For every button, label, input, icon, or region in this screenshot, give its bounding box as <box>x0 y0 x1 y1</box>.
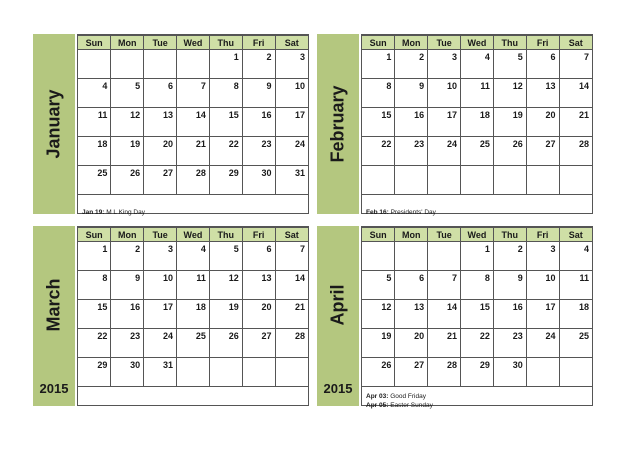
weekday-header: Wed <box>461 36 494 50</box>
holiday-note <box>366 392 588 401</box>
day-cell: 28 <box>559 137 592 166</box>
day-cell <box>526 166 559 195</box>
day-cell: 7 <box>177 79 210 108</box>
month-band <box>317 34 359 214</box>
day-cell <box>111 50 144 79</box>
day-cell: 10 <box>428 79 461 108</box>
day-cell: 21 <box>275 300 308 329</box>
day-cell: 6 <box>144 79 177 108</box>
day-cell: 4 <box>461 50 494 79</box>
day-cell: 5 <box>111 79 144 108</box>
day-cell: 23 <box>111 329 144 358</box>
day-cell: 14 <box>559 79 592 108</box>
day-cell: 29 <box>209 166 242 195</box>
day-cell: 23 <box>242 137 275 166</box>
day-cell: 22 <box>362 137 395 166</box>
day-cell: 31 <box>275 166 308 195</box>
day-cell <box>78 50 111 79</box>
day-cell: 26 <box>111 166 144 195</box>
day-cell: 1 <box>362 50 395 79</box>
week-row <box>78 358 308 387</box>
weekday-header: Tue <box>428 228 461 242</box>
weekday-header: Sun <box>362 228 395 242</box>
day-cell: 22 <box>78 329 111 358</box>
day-cell: 24 <box>428 137 461 166</box>
week-row <box>362 300 592 329</box>
day-cell: 24 <box>275 137 308 166</box>
day-cell: 28 <box>177 166 210 195</box>
holiday-notes <box>362 387 592 414</box>
day-cell: 13 <box>144 108 177 137</box>
week-row <box>78 108 308 137</box>
day-cell <box>559 358 592 387</box>
month-march <box>33 226 309 406</box>
day-cell: 3 <box>526 242 559 271</box>
day-cell <box>362 166 395 195</box>
day-cell <box>242 358 275 387</box>
day-cell: 2 <box>493 242 526 271</box>
day-cell: 12 <box>493 79 526 108</box>
day-cell <box>461 166 494 195</box>
month-january <box>33 34 309 214</box>
day-cell: 8 <box>78 271 111 300</box>
weekday-header: Sat <box>559 228 592 242</box>
weekday-header: Fri <box>526 228 559 242</box>
week-row <box>78 300 308 329</box>
holiday-date: Feb 16: <box>366 209 389 216</box>
weekday-header: Fri <box>526 36 559 50</box>
day-cell: 11 <box>461 79 494 108</box>
weekday-header: Thu <box>209 228 242 242</box>
day-cell: 8 <box>362 79 395 108</box>
week-row <box>362 329 592 358</box>
week-row <box>362 79 592 108</box>
week-row <box>362 358 592 387</box>
day-cell: 23 <box>395 137 428 166</box>
day-cell: 9 <box>395 79 428 108</box>
weekday-header: Sat <box>275 228 308 242</box>
day-cell: 13 <box>395 300 428 329</box>
day-cell: 30 <box>242 166 275 195</box>
week-row <box>362 137 592 166</box>
day-cell: 20 <box>144 137 177 166</box>
month-band <box>33 226 75 406</box>
day-cell: 25 <box>461 137 494 166</box>
month-february <box>317 34 593 214</box>
week-row <box>362 108 592 137</box>
month-name: March <box>43 278 64 332</box>
day-cell: 18 <box>461 108 494 137</box>
day-cell: 27 <box>395 358 428 387</box>
week-row <box>78 79 308 108</box>
day-cell: 8 <box>461 271 494 300</box>
day-cell: 17 <box>428 108 461 137</box>
weekday-header: Mon <box>395 228 428 242</box>
day-cell: 14 <box>177 108 210 137</box>
day-cell: 4 <box>78 79 111 108</box>
day-cell: 18 <box>177 300 210 329</box>
holiday-name: Presidents' Day <box>388 209 436 216</box>
day-cell: 23 <box>493 329 526 358</box>
day-cell <box>275 358 308 387</box>
week-row <box>362 166 592 195</box>
weekday-header: Sun <box>78 36 111 50</box>
month-band <box>317 226 359 406</box>
week-row <box>78 50 308 79</box>
day-cell: 5 <box>493 50 526 79</box>
holiday-note <box>366 208 588 217</box>
day-cell: 1 <box>78 242 111 271</box>
weekday-header: Tue <box>428 36 461 50</box>
day-cell: 12 <box>111 108 144 137</box>
day-cell: 26 <box>209 329 242 358</box>
day-cell: 19 <box>209 300 242 329</box>
day-cell: 5 <box>209 242 242 271</box>
day-cell: 25 <box>559 329 592 358</box>
day-cell: 20 <box>395 329 428 358</box>
day-cell: 1 <box>461 242 494 271</box>
calendar-grid <box>77 226 309 406</box>
day-cell: 11 <box>559 271 592 300</box>
day-cell: 4 <box>559 242 592 271</box>
day-cell: 29 <box>78 358 111 387</box>
day-cell: 12 <box>209 271 242 300</box>
day-cell: 8 <box>209 79 242 108</box>
holiday-date: Apr 03: <box>366 393 389 400</box>
day-cell: 14 <box>428 300 461 329</box>
day-cell: 7 <box>275 242 308 271</box>
day-cell <box>559 166 592 195</box>
day-cell: 19 <box>111 137 144 166</box>
day-cell: 18 <box>78 137 111 166</box>
day-cell: 30 <box>111 358 144 387</box>
week-row <box>362 271 592 300</box>
weekday-header: Fri <box>242 228 275 242</box>
week-row <box>78 166 308 195</box>
day-cell: 10 <box>275 79 308 108</box>
day-cell: 27 <box>144 166 177 195</box>
week-row <box>362 50 592 79</box>
day-cell <box>209 358 242 387</box>
holiday-note <box>82 208 304 217</box>
day-cell: 15 <box>78 300 111 329</box>
day-cell: 17 <box>526 300 559 329</box>
day-cell: 27 <box>242 329 275 358</box>
day-cell <box>362 242 395 271</box>
calendar-grid <box>361 226 593 409</box>
day-cell <box>177 358 210 387</box>
day-cell: 9 <box>111 271 144 300</box>
day-cell: 16 <box>493 300 526 329</box>
weekday-header: Fri <box>242 36 275 50</box>
day-cell: 22 <box>209 137 242 166</box>
day-cell: 12 <box>362 300 395 329</box>
day-cell: 3 <box>428 50 461 79</box>
month-band <box>33 34 75 214</box>
weekday-header: Tue <box>144 228 177 242</box>
day-cell: 25 <box>177 329 210 358</box>
day-cell: 16 <box>111 300 144 329</box>
holiday-notes <box>78 387 308 396</box>
year-label: 2015 <box>39 381 69 396</box>
weekday-header: Sat <box>559 36 592 50</box>
weekday-header: Sun <box>362 36 395 50</box>
month-name: January <box>43 89 64 159</box>
month-name: April <box>327 284 348 326</box>
day-cell <box>177 50 210 79</box>
weekday-header: Sat <box>275 36 308 50</box>
weekday-header: Mon <box>111 228 144 242</box>
day-cell: 19 <box>362 329 395 358</box>
day-cell: 2 <box>242 50 275 79</box>
holiday-name: Good Friday <box>388 393 426 400</box>
day-cell: 17 <box>275 108 308 137</box>
weekday-header: Sun <box>78 228 111 242</box>
day-cell: 11 <box>177 271 210 300</box>
day-cell: 20 <box>242 300 275 329</box>
day-cell: 3 <box>144 242 177 271</box>
day-cell: 30 <box>493 358 526 387</box>
day-cell: 16 <box>242 108 275 137</box>
day-cell: 15 <box>362 108 395 137</box>
day-cell: 13 <box>242 271 275 300</box>
day-cell: 2 <box>395 50 428 79</box>
day-cell <box>428 166 461 195</box>
week-row <box>78 329 308 358</box>
day-cell: 9 <box>242 79 275 108</box>
day-cell: 26 <box>362 358 395 387</box>
day-cell: 1 <box>209 50 242 79</box>
weekday-header: Wed <box>177 36 210 50</box>
month-name: February <box>327 85 348 163</box>
day-cell: 4 <box>177 242 210 271</box>
holiday-name: Easter Sunday <box>388 402 433 409</box>
day-cell: 25 <box>78 166 111 195</box>
week-row <box>78 137 308 166</box>
day-cell: 21 <box>559 108 592 137</box>
day-cell: 18 <box>559 300 592 329</box>
day-cell: 2 <box>111 242 144 271</box>
day-cell: 17 <box>144 300 177 329</box>
day-cell: 20 <box>526 108 559 137</box>
day-cell <box>395 166 428 195</box>
day-cell: 28 <box>428 358 461 387</box>
holiday-date: Jan 19: <box>82 209 105 216</box>
holiday-notes <box>78 195 308 221</box>
day-cell <box>428 242 461 271</box>
day-cell: 15 <box>209 108 242 137</box>
holiday-date: Apr 05: <box>366 402 389 409</box>
day-cell: 29 <box>461 358 494 387</box>
day-cell: 21 <box>177 137 210 166</box>
weekday-header: Wed <box>461 228 494 242</box>
day-cell: 15 <box>461 300 494 329</box>
day-cell: 6 <box>395 271 428 300</box>
day-cell: 13 <box>526 79 559 108</box>
weekday-header: Tue <box>144 36 177 50</box>
day-cell: 6 <box>526 50 559 79</box>
day-cell: 19 <box>493 108 526 137</box>
day-cell: 27 <box>526 137 559 166</box>
weekday-header: Wed <box>177 228 210 242</box>
day-cell: 10 <box>144 271 177 300</box>
day-cell <box>493 166 526 195</box>
day-cell: 10 <box>526 271 559 300</box>
day-cell: 31 <box>144 358 177 387</box>
day-cell: 28 <box>275 329 308 358</box>
day-cell: 7 <box>428 271 461 300</box>
day-cell: 6 <box>242 242 275 271</box>
day-cell: 21 <box>428 329 461 358</box>
day-cell: 11 <box>78 108 111 137</box>
year-label: 2015 <box>323 381 353 396</box>
day-cell <box>395 242 428 271</box>
weekday-header: Thu <box>493 36 526 50</box>
day-cell: 14 <box>275 271 308 300</box>
month-april <box>317 226 593 409</box>
calendar-grid <box>77 34 309 214</box>
calendar-grid <box>361 34 593 214</box>
weekday-header: Mon <box>395 36 428 50</box>
day-cell: 3 <box>275 50 308 79</box>
week-row <box>78 242 308 271</box>
day-cell: 5 <box>362 271 395 300</box>
weekday-header: Mon <box>111 36 144 50</box>
day-cell <box>144 50 177 79</box>
day-cell: 24 <box>144 329 177 358</box>
day-cell: 22 <box>461 329 494 358</box>
day-cell: 24 <box>526 329 559 358</box>
day-cell: 9 <box>493 271 526 300</box>
holiday-note <box>366 401 588 410</box>
day-cell: 7 <box>559 50 592 79</box>
day-cell: 26 <box>493 137 526 166</box>
holiday-name: M L King Day <box>104 209 145 216</box>
weekday-header: Thu <box>493 228 526 242</box>
holiday-notes <box>362 195 592 221</box>
day-cell <box>526 358 559 387</box>
week-row <box>78 271 308 300</box>
weekday-header: Thu <box>209 36 242 50</box>
week-row <box>362 242 592 271</box>
day-cell: 16 <box>395 108 428 137</box>
